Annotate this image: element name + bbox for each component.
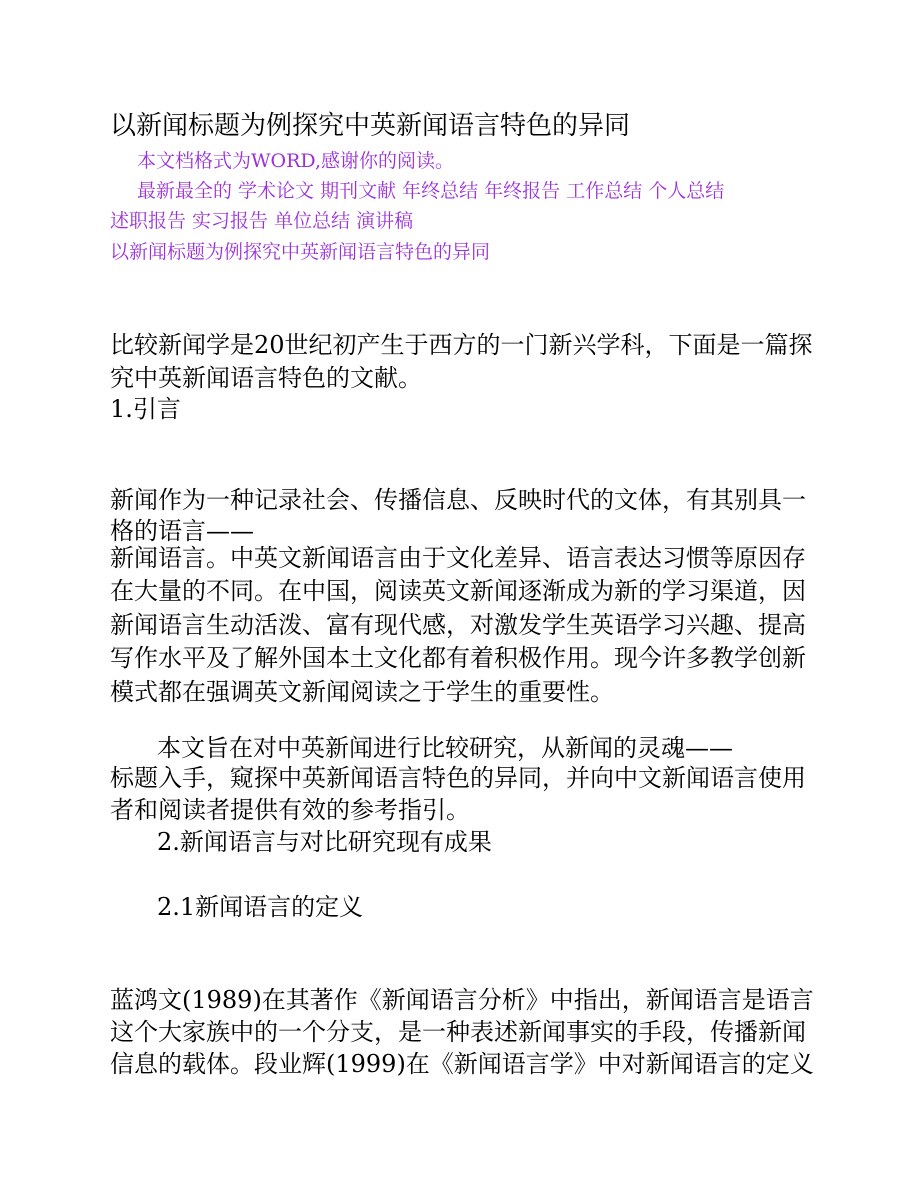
- paragraph-line: 格的语言——: [110, 517, 254, 545]
- promo-repeat-title: 以新闻标题为例探究中英新闻语言特色的异同: [110, 241, 491, 263]
- subsection-heading: 2.1新闻语言的定义: [157, 893, 364, 921]
- promo-categories-line-1: 最新最全的 学术论文 期刊文献 年终总结 年终报告 工作总结 个人总结: [137, 180, 725, 202]
- paragraph-line: 写作水平及了解外国本土文化都有着积极作用。现今许多教学创新: [110, 644, 806, 672]
- paragraph-line: 标题入手，窥探中英新闻语言特色的异同，并向中文新闻语言使用: [110, 764, 806, 792]
- paragraph-line: 比较新闻学是20世纪初产生于西方的一门新兴学科，下面是一篇探: [110, 331, 813, 359]
- paragraph-line: 这个大家族中的一个分支，是一种表述新闻事实的手段，传播新闻: [110, 1018, 806, 1046]
- paragraph-line: 新闻作为一种记录社会、传播信息、反映时代的文体，有其别具一: [110, 486, 806, 514]
- paragraph-line: 者和阅读者提供有效的参考指引。: [110, 796, 470, 824]
- paragraph-line: 信息的载体。段业辉(1999)在《新闻语言学》中对新闻语言的定义: [110, 1050, 814, 1078]
- paragraph-line: 模式都在强调英文新闻阅读之于学生的重要性。: [110, 678, 614, 706]
- paragraph-line: 在大量的不同。在中国，阅读英文新闻逐渐成为新的学习渠道，因: [110, 577, 806, 605]
- paragraph-line: 本文旨在对中英新闻进行比较研究，从新闻的灵魂——: [157, 734, 733, 762]
- paragraph-line: 究中英新闻语言特色的文献。: [110, 364, 422, 392]
- promo-categories-line-2: 述职报告 实习报告 单位总结 演讲稿: [110, 210, 414, 232]
- section-heading: 2.新闻语言与对比研究现有成果: [157, 828, 492, 856]
- promo-notice: 本文档格式为WORD,感谢你的阅读。: [137, 150, 455, 172]
- section-heading: 1.引言: [110, 395, 181, 423]
- paragraph-line: 新闻语言生动活泼、富有现代感，对激发学生英语学习兴趣、提高: [110, 611, 806, 639]
- paragraph-line: 蓝鸿文(1989)在其著作《新闻语言分析》中指出，新闻语言是语言: [110, 986, 814, 1014]
- document-title: 以新闻标题为例探究中英新闻语言特色的异同: [110, 111, 631, 141]
- paragraph-line: 新闻语言。中英文新闻语言由于文化差异、语言表达习惯等原因存: [110, 544, 806, 572]
